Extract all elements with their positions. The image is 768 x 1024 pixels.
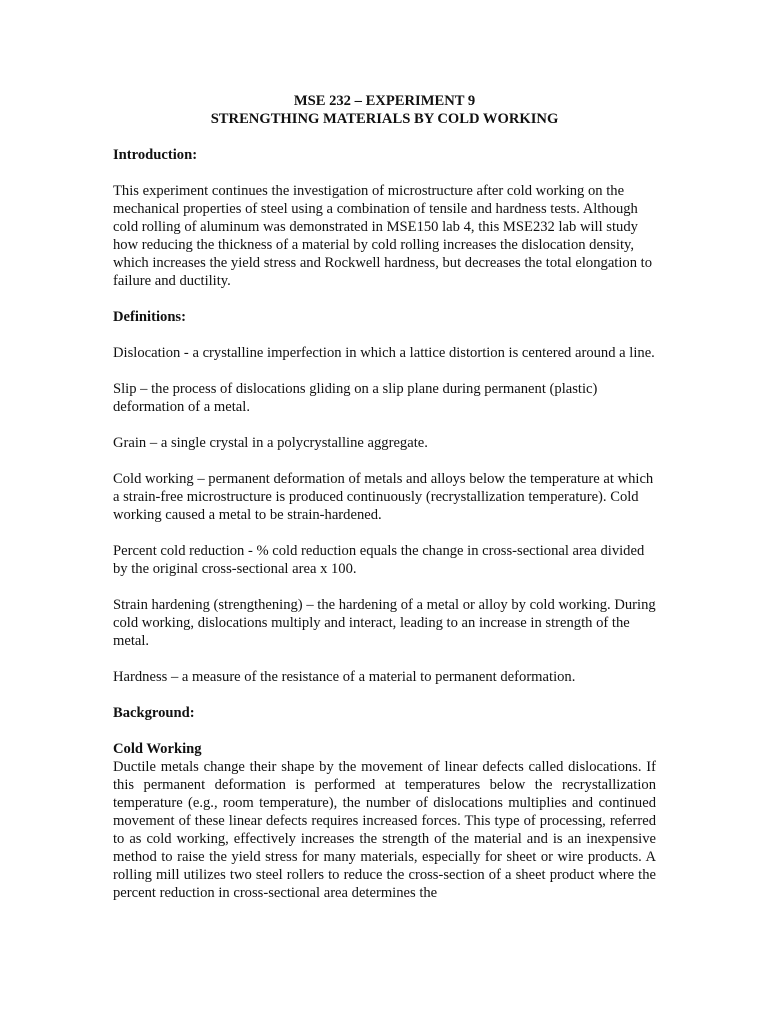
- definition-term: Percent cold reduction -: [113, 543, 257, 559]
- document-title-line-1: MSE 232 – EXPERIMENT 9: [293, 93, 476, 109]
- document-title-line-2: STRENGTHING MATERIALS BY COLD WORKING: [210, 111, 559, 127]
- definition-term: Strain hardening (strengthening) –: [113, 597, 318, 613]
- introduction-heading: Introduction:: [113, 147, 198, 163]
- definition-grain: [113, 434, 656, 452]
- definition-dislocation: [113, 344, 656, 362]
- definition-term: Cold working –: [113, 471, 209, 487]
- definition-text: permanent deformation of metals and alloys below the temperature at which a strain-free microstructure is produced continuously (recrystallization temperature). Cold working caused a metal to be strain-hardened.: [113, 471, 654, 523]
- definitions-heading: Definitions:: [113, 309, 186, 325]
- background-heading: Background:: [113, 705, 195, 721]
- definition-text: a single crystal in a polycrystalline aggregate.: [160, 435, 428, 451]
- definition-slip: [113, 380, 656, 416]
- introduction-paragraph: This experiment continues the investigation of microstructure after cold working on the mechanical properties of steel using a combination of tensile and hardness tests. Although cold rolling of aluminum was demonstrated in MSE150 lab 4, this MSE232 lab will study how reducing the thickness of a material by cold rolling increases the dislocation density, which increases the yield stress and Rockwell hardness, but decreases the total elongation to failure and ductility.: [113, 183, 652, 289]
- definition-term: Slip –: [113, 381, 152, 397]
- definition-text: % cold reduction equals the change in cross-sectional area divided by the original cross-sectional area x 100.: [113, 543, 645, 577]
- definition-text: a crystalline imperfection in which a lattice distortion is centered around a line.: [192, 345, 655, 361]
- definition-text: the hardening of a metal or alloy by cold working. During cold working, dislocations multiply and interact, leading to an increase in strength of the metal.: [113, 597, 656, 649]
- definition-term: Hardness –: [113, 669, 182, 685]
- definition-percent-cold-reduction: [113, 542, 656, 578]
- definition-text: a measure of the resistance of a material to permanent deformation.: [181, 669, 576, 685]
- definition-hardness: [113, 668, 656, 686]
- cold-working-subheading: Cold Working: [113, 741, 202, 757]
- background-paragraph: Ductile metals change their shape by the movement of linear defects called dislocations. If this permanent deformation is performed at temperatures below the recrystallization temperature (e.g., room temperature), the number of dislocations multiplies and continued movement of these linear defects requires increased forces. This type of processing, referred to as cold working, effectively increases the strength of the material and is an inexpensive method to raise the yield stress for many materials, especially for sheet or wire products. A rolling mill utilizes two steel rollers to reduce the cross-section of a sheet product where the percent reduction in cross-sectional area determines the: [113, 759, 656, 901]
- document-page: [113, 92, 656, 902]
- definition-term: Dislocation -: [113, 345, 193, 361]
- definition-text: the process of dislocations gliding on a slip plane during permanent (plastic) deformation of a metal.: [113, 381, 598, 415]
- definition-term: Grain –: [113, 435, 161, 451]
- definition-strain-hardening: [113, 596, 656, 650]
- definition-cold-working: [113, 470, 656, 524]
